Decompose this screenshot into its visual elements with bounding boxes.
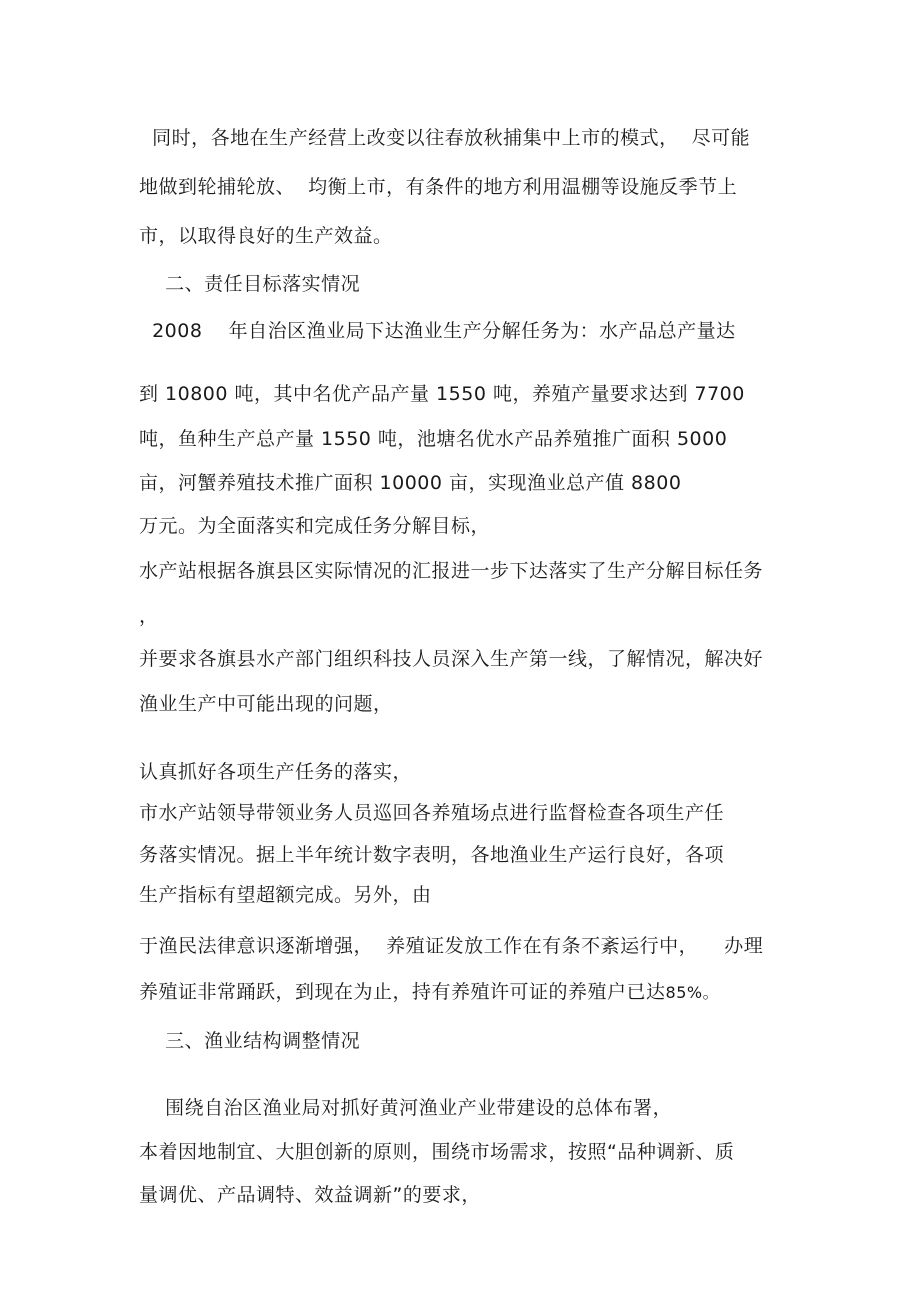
paragraph-line: 同时，各地在生产经营上改变以往春放秋捕集中上市的模式， 尽可能 [139,127,751,149]
paragraph-line: 量调优、产品调特、效益调新”的要求， [139,1184,481,1206]
paragraph-line: ， [139,605,159,627]
section-heading: 二、责任目标落实情况 [139,273,361,295]
paragraph-line: 水产站根据各旗县区实际情况的汇报进一步下达落实了生产分解目标任务 [139,560,764,582]
paragraph-line: 围绕自治区渔业局对抓好黄河渔业产业带建设的总体布署， [139,1097,673,1119]
paragraph-line: 2008 年自治区渔业局下达渔业生产分解任务为：水产品总产量达 [139,320,736,342]
paragraph-line: 务落实情况。据上半年统计数字表明，各地渔业生产运行良好，各项 [139,844,725,866]
section-heading: 三、渔业结构调整情况 [139,1030,361,1052]
paragraph-line: 于渔民法律意识逐渐增强， 养殖证发放工作在有条不紊运行中， 办理 [139,935,764,957]
paragraph-line: 并要求各旗县水产部门组织科技人员深入生产第一线，了解情况，解决好 [139,648,764,670]
percent-value: 85%。 [665,983,720,1002]
paragraph-line: 吨，鱼种生产总产量 1550 吨，池塘名优水产品养殖推广面积 5000 [139,428,728,450]
paragraph-line: 万元。为全面落实和完成任务分解目标， [139,515,491,537]
paragraph-line: 亩，河蟹养殖技术推广面积 10000 亩，实现渔业总产值 8800 [139,472,682,494]
paragraph-line: 市，以取得良好的生产效益。 [139,225,393,247]
paragraph-line: 本着因地制宜、大胆创新的原则，围绕市场需求，按照“品种调新、质 [139,1141,735,1163]
paragraph-line: 地做到轮捕轮放、 均衡上市，有条件的地方利用温棚等设施反季节上 [139,176,738,198]
paragraph-line: 渔业生产中可能出现的问题， [139,693,393,715]
paragraph-line [139,980,719,1005]
paragraph-line: 市水产站领导带领业务人员巡回各养殖场点进行监督检查各项生产任 [139,802,725,824]
paragraph-line: 认真抓好各项生产任务的落实， [139,761,413,783]
line-text: 养殖证非常踊跃，到现在为止，持有养殖许可证的养殖户已达 [139,981,666,1003]
paragraph-line: 到 10800 吨，其中名优产品产量 1550 吨，养殖产量要求达到 7700 [139,383,745,405]
paragraph-line: 生产指标有望超额完成。另外，由 [139,884,432,906]
